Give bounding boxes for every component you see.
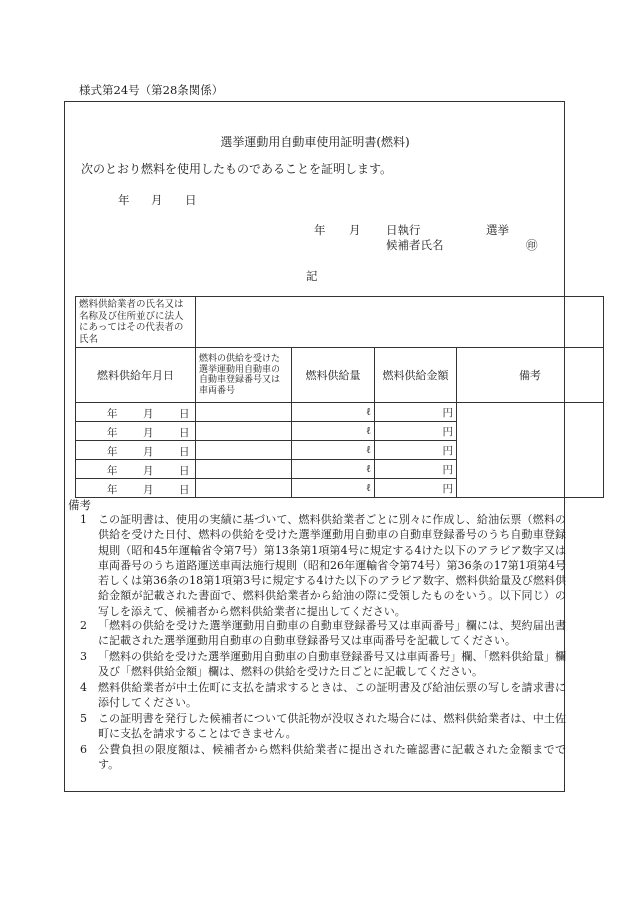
fuel-price-cell[interactable] <box>375 422 457 441</box>
candidate-name-label: 候補者氏名 <box>386 238 444 252</box>
supplier-name-label: 燃料供給業者の氏名又は名称及び住所並びに法人にあってはその代表者の氏名 <box>76 297 196 348</box>
notes-heading: 備考 <box>68 498 91 512</box>
note-number: 3 <box>80 650 87 663</box>
year-label: 年 <box>107 446 118 458</box>
table-header-row <box>76 348 604 403</box>
issue-year-label: 年 <box>118 193 130 207</box>
note-text: この証明書を発行した候補者について供託物が没収された場合には、燃料供給業者は、中土佐町に支払を請求することはできません。 <box>98 712 566 741</box>
remarks-cell[interactable] <box>457 403 604 498</box>
header-remarks: 備考 <box>457 348 604 403</box>
liter-unit: ℓ <box>365 482 371 494</box>
yen-unit: 円 <box>442 425 453 438</box>
day-label: 日 <box>179 446 190 458</box>
election-label: 選挙 <box>486 223 509 237</box>
header-supply-date: 燃料供給年月日 <box>76 348 196 403</box>
supply-date-cell[interactable] <box>76 422 196 441</box>
note-text: 公費負担の限度額は、候補者から燃料供給業者に提出された確認書に記載された金額までです。 <box>98 743 566 772</box>
year-label: 年 <box>107 427 118 439</box>
month-label: 月 <box>143 427 154 439</box>
ki-heading: 記 <box>306 269 318 283</box>
note-item <box>80 649 566 680</box>
supply-date-cell[interactable] <box>76 403 196 422</box>
document-title: 選挙運動用自動車使用証明書(燃料) <box>220 135 410 149</box>
year-label: 年 <box>107 484 118 496</box>
fuel-amount-cell[interactable] <box>292 403 375 422</box>
vehicle-number-cell[interactable] <box>196 422 292 441</box>
day-label: 日 <box>179 465 190 477</box>
header-fuel-amount: 燃料供給量 <box>292 348 375 403</box>
yen-unit: 円 <box>442 463 453 476</box>
header-fuel-price: 燃料供給金額 <box>375 348 457 403</box>
liter-unit: ℓ <box>365 406 371 418</box>
note-item <box>80 742 566 773</box>
note-item <box>80 512 566 619</box>
fuel-amount-cell[interactable] <box>292 460 375 479</box>
fuel-amount-cell[interactable] <box>292 441 375 460</box>
fuel-amount-cell[interactable] <box>292 422 375 441</box>
supply-date-cell[interactable] <box>76 441 196 460</box>
yen-unit: 円 <box>442 482 453 495</box>
yen-unit: 円 <box>442 406 453 419</box>
note-number: 4 <box>80 681 87 694</box>
supplier-row <box>76 297 604 348</box>
fuel-price-cell[interactable] <box>375 479 457 498</box>
vehicle-number-cell[interactable] <box>196 403 292 422</box>
month-label: 月 <box>143 446 154 458</box>
day-label: 日 <box>179 408 190 420</box>
note-text: この証明書は、使用の実績に基づいて、燃料供給業者ごとに別々に作成し、給油伝票（燃料の供給を受けた日付、燃料の供給を受けた選挙運動用自動車の自動車登録番号のうち自動車登録規則（昭和45年運輸省令第7号）第13条第1項第4号に規定する4けた以下のアラビア数字又は車両番号のうち道路運送車両法施行規則（昭和26年運輸省令第74号）第36条の17第1項第4号若しくは第36条の18第1項第3号に規定する4けた以下のアラビア数字、燃料供給量及び燃料供給金額が記載された書面で、燃料供給業者から給油の際に受領したものをいう。以下同じ）の写しを添えて、候補者から燃料供給業者に提出してください。 <box>98 513 566 618</box>
supply-date-cell[interactable] <box>76 460 196 479</box>
year-label: 年 <box>107 408 118 420</box>
yen-unit: 円 <box>442 444 453 457</box>
day-label: 日 <box>179 427 190 439</box>
month-label: 月 <box>143 465 154 477</box>
note-text: 燃料供給業者が中土佐町に支払を請求するときは、この証明書及び給油伝票の写しを請求書に添付してください。 <box>98 681 566 710</box>
note-item <box>80 711 566 742</box>
fuel-price-cell[interactable] <box>375 460 457 479</box>
supplier-name-field[interactable] <box>196 297 604 348</box>
note-text: 「燃料の供給を受けた選挙運動用自動車の自動車登録番号又は車両番号」欄には、契約届出書に記載された選挙運動用自動車の自動車登録番号又は車両番号を記載してください。 <box>98 619 566 648</box>
liter-unit: ℓ <box>365 425 371 437</box>
note-number: 6 <box>80 743 87 756</box>
issue-month-label: 月 <box>151 193 163 207</box>
day-label: 日 <box>179 484 190 496</box>
note-number: 1 <box>80 513 87 526</box>
issue-day-label: 日 <box>185 193 197 207</box>
fuel-price-cell[interactable] <box>375 441 457 460</box>
form-number-label: 様式第24号（第28条関係） <box>79 83 224 97</box>
fuel-price-cell[interactable] <box>375 403 457 422</box>
fuel-amount-cell[interactable] <box>292 479 375 498</box>
year-label: 年 <box>107 465 118 477</box>
election-day-exec-label: 日執行 <box>386 223 421 237</box>
vehicle-number-cell[interactable] <box>196 441 292 460</box>
table-row <box>76 403 604 422</box>
liter-unit: ℓ <box>365 463 371 475</box>
note-number: 2 <box>80 619 87 632</box>
vehicle-number-cell[interactable] <box>196 460 292 479</box>
note-number: 5 <box>80 712 87 725</box>
liter-unit: ℓ <box>365 444 371 456</box>
note-item <box>80 680 566 711</box>
election-month-label: 月 <box>349 223 361 237</box>
month-label: 月 <box>143 408 154 420</box>
fuel-supply-table <box>75 296 604 498</box>
header-vehicle-number: 燃料の供給を受けた選挙運動用自動車の自動車登録番号又は車両番号 <box>196 348 292 403</box>
supply-date-cell[interactable] <box>76 479 196 498</box>
month-label: 月 <box>143 484 154 496</box>
note-item <box>80 618 566 649</box>
note-text: 「燃料の供給を受けた選挙運動用自動車の自動車登録番号又は車両番号」欄、「燃料供給量」欄及び「燃料供給金額」欄は、燃料の供給を受けた日ごとに記載してください。 <box>98 650 566 679</box>
certification-statement: 次のとおり燃料を使用したものであることを証明します。 <box>81 162 393 176</box>
vehicle-number-cell[interactable] <box>196 479 292 498</box>
seal-mark: ㊞ <box>526 238 538 252</box>
election-year-label: 年 <box>314 223 326 237</box>
